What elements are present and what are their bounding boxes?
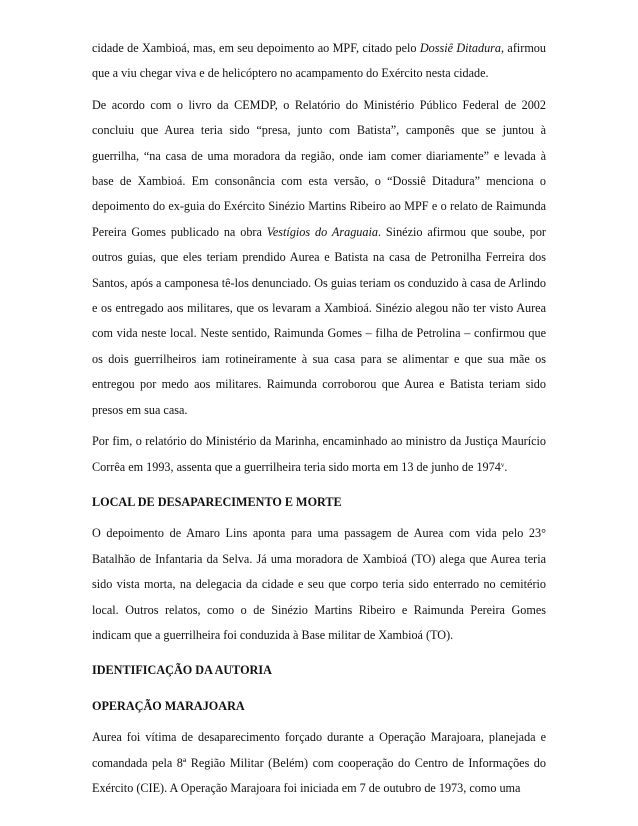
paragraph-3 — [92, 429, 546, 480]
paragraph-2 — [92, 93, 546, 423]
document-page — [92, 36, 546, 807]
section-heading-local: LOCAL DE DESAPARECIMENTO E MORTE — [92, 494, 342, 509]
text: cidade de Xambioá, mas, em seu depoimento ao MPF, citado pelo — [92, 41, 420, 55]
book-title: Vestígios do Araguaia — [266, 224, 378, 239]
section-heading-autoria: IDENTIFICAÇÃO DA AUTORIA — [92, 663, 272, 678]
section-heading-operacao: OPERAÇÃO MARAJOARA — [92, 698, 245, 713]
text: De acordo com o livro da CEMDP, o Relatório do Ministério Público Federal de 2002 concluiu que Aurea teria sido “presa, junto com Batista”, camponês que se juntou à guerrilha, “na casa de uma moradora da região, onde iam comer diariamente” e levada à base de Xambioá. Em consonância com esta versão, o “Dossiê Ditadura” menciona o depoimento do ex-guia do Exército Sinézio Martins Ribeiro ao MPF e o relato de Raimunda Pereira Gomes publicado na obra — [92, 97, 546, 239]
text: . Sinézio afirmou que soube, por outros guias, que eles teriam prendido Aurea e Batista na casa de Petronilha Ferreira dos Santos, após a camponesa tê-los denunciado. Os guias teriam os conduzido à casa de Arlindo e os entregado aos militares, que os levaram a Xambioá. Sinézio alegou não ter visto Aurea com vida neste local. Neste sentido, Raimunda Gomes – filha de Petrolina – confirmou que os dois guerrilheiros iam rotineiramente à sua casa para se alimentar e que sua mãe os entregou por medo aos militares. Raimunda corroborou que Aurea e Batista teriam sido presos em sua casa. — [92, 224, 546, 417]
text: . — [504, 459, 508, 474]
text: , afirmou que a viu chegar viva e de helicóptero no acampamento do Exército nesta cidade. — [92, 41, 546, 81]
paragraph-5: Aurea foi vítima de desaparecimento forçado durante a Operação Marajoara, planejada e comandada pela 8ª Região Militar (Belém) com cooperação do Centro de Informações do Exército (CIE). A Operação Marajoara foi iniciada em 7 de outubro de 1973, como uma — [92, 730, 546, 795]
text: Por fim, o relatório do Ministério da Marinha, encaminhado ao ministro da Justiça Maurício Corrêa em 1993, assenta que a guerrilheira teria sido morta em 13 de junho de 1974 — [92, 434, 546, 474]
book-title: Dossiê Ditadura — [419, 41, 502, 55]
footnote-marker: v — [500, 460, 505, 469]
paragraph-4: O depoimento de Amaro Lins aponta para uma passagem de Aurea com vida pelo 23° Batalhão de Infantaria da Selva. Já uma moradora de Xambioá (TO) alega que Aurea teria sido vista morta, na delegacia da cidade e seu que corpo teria sido enterrado no cemitério local. Outros relatos, como o de Sinézio Martins Ribeiro e Raimunda Pereira Gomes indicam que a guerrilheira foi conduzida à Base militar de Xambioá (TO). — [92, 526, 546, 642]
paragraph-1 — [92, 36, 546, 87]
